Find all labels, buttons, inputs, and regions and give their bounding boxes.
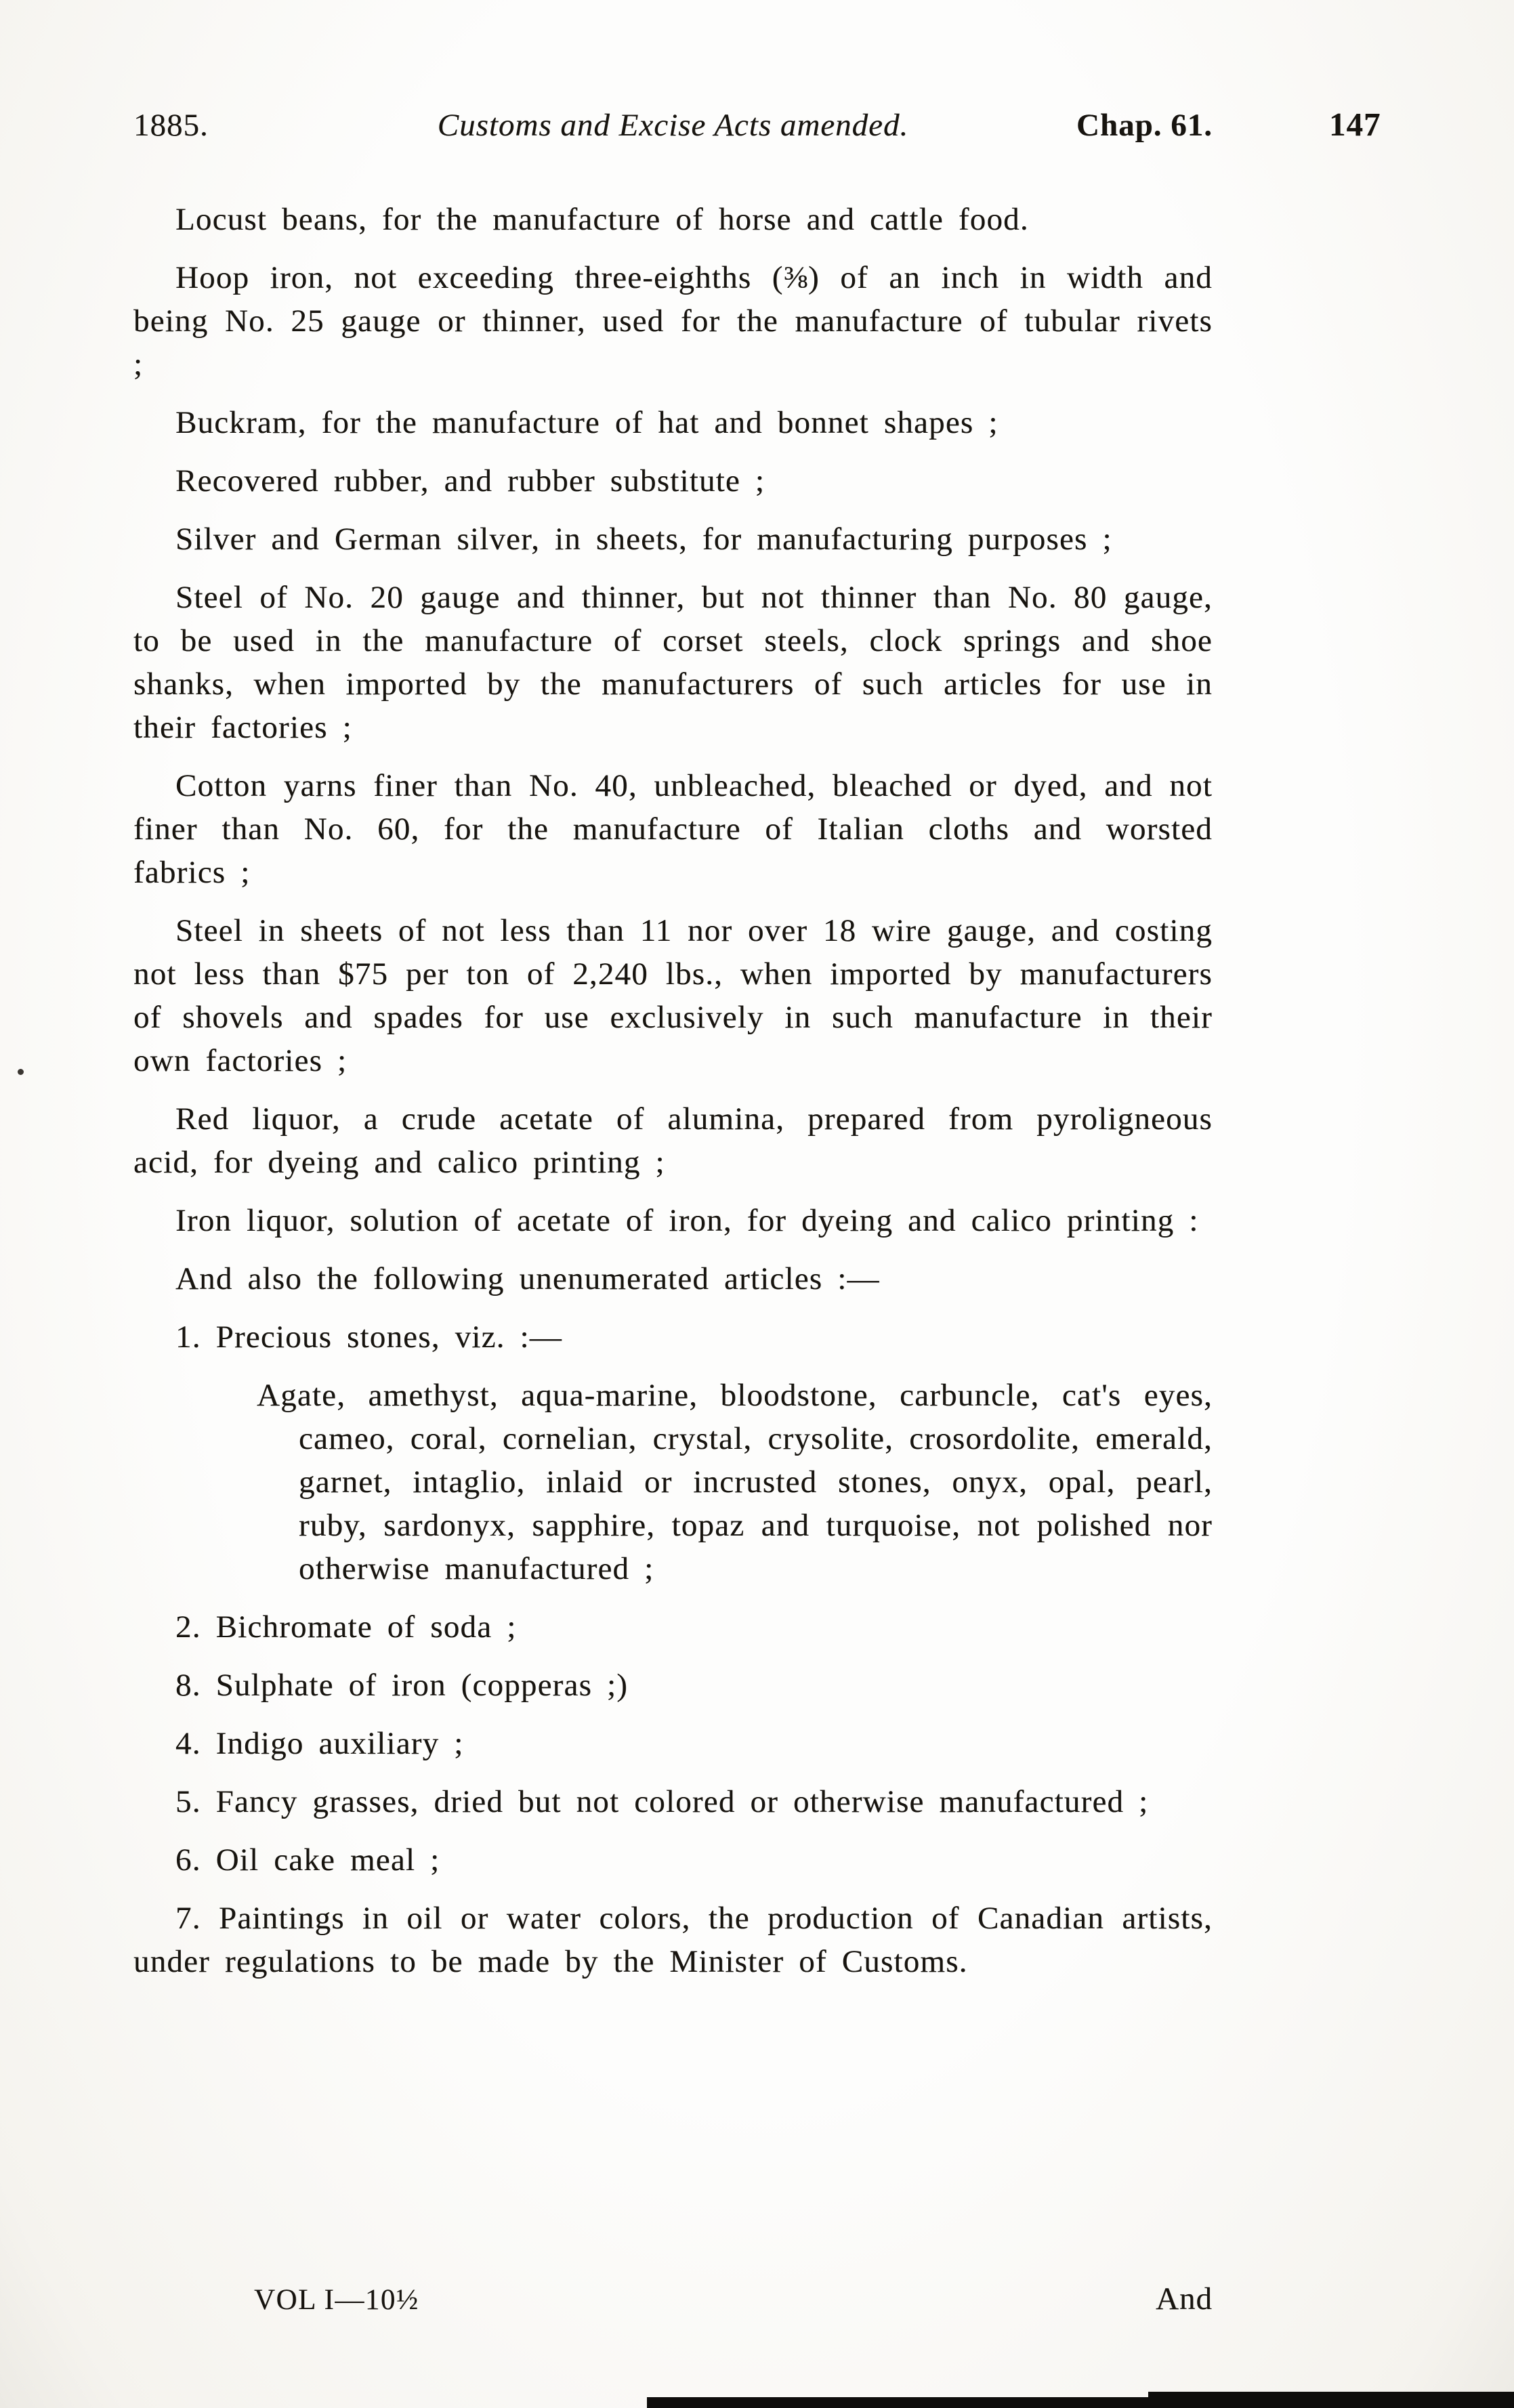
para-silver-german: Silver and German silver, in sheets, for manufacturing purposes ;: [175, 522, 1112, 557]
list-item-paintings: 7. Paintings in oil or water colors, the production of Canadian artists, under regulations to be made by the Minister of Customs.: [133, 1901, 1213, 1979]
running-header: [133, 107, 1213, 150]
footer-catchword: And: [1156, 2281, 1213, 2317]
list-item-bichromate: 2. Bichromate of soda ;: [175, 1609, 517, 1645]
document-body: [133, 198, 1213, 1983]
header-running-title: Customs and Excise Acts amended.: [437, 108, 909, 143]
para-iron-liquor: Iron liquor, solution of acetate of iron, for dyeing and calico printing :: [175, 1203, 1199, 1238]
para-locust-beans: Locust beans, for the manufacture of horse and cattle food.: [175, 202, 1029, 237]
para-recovered-rubber: Recovered rubber, and rubber substitute ;: [175, 463, 765, 499]
page-number: 147: [1329, 106, 1381, 143]
list-item-indigo: 4. Indigo auxiliary ;: [175, 1726, 464, 1761]
list-item-fancy-grasses: 5. Fancy grasses, dried but not colored or otherwise manufactured ;: [175, 1784, 1149, 1819]
list-item-precious-stones: 1. Precious stones, viz. :—: [175, 1319, 562, 1355]
para-unenumerated-intro: And also the following unenumerated articles :—: [175, 1261, 880, 1296]
scan-edge-artifact: [647, 2397, 1514, 2408]
para-hoop-iron: Hoop iron, not exceeding three-eighths (⅜) of an inch in width and being No. 25 gauge or thinner, used for the manufacture of tubular rivets ;: [133, 260, 1213, 382]
scan-speck-artifact: [18, 1069, 24, 1075]
header-chapter: Chap. 61.: [1076, 108, 1213, 143]
para-steel-corset: Steel of No. 20 gauge and thinner, but not thinner than No. 80 gauge, to be used in the manufacture of corset steels, clock springs and shoe shanks, when imported by the manufacturers of such articles for use in their factories ;: [133, 580, 1213, 745]
text-column: [133, 107, 1213, 1998]
page-footer: [133, 2281, 1213, 2321]
para-cotton-yarns: Cotton yarns finer than No. 40, unbleached, bleached or dyed, and not finer than No. 60, for the manufacture of Italian cloths and worsted fabrics ;: [133, 768, 1213, 890]
para-steel-sheets: Steel in sheets of not less than 11 nor over 18 wire gauge, and costing not less than $75 per ton of 2,240 lbs., when imported by manufacturers of shovels and spades for use exclusively in such manufacture in their own factories ;: [133, 913, 1213, 1078]
list-item-sulphate: 8. Sulphate of iron (copperas ;): [175, 1668, 629, 1703]
list-item-oil-cake-meal: 6. Oil cake meal ;: [175, 1842, 440, 1878]
header-year: 1885.: [133, 108, 209, 143]
footer-volume-signature: VOL I—10½: [254, 2284, 419, 2316]
para-precious-stones-list: Agate, amethyst, aqua-marine, bloodstone, carbuncle, cat's eyes, cameo, coral, cornelian, crystal, crysolite, crosordolite, emerald, garnet, intaglio, inlaid or incrusted stones, onyx, opal, pearl, ruby, sardonyx, sapphire, topaz and turquoise, not polished nor otherwise manufactured ;: [257, 1378, 1213, 1586]
para-buckram: Buckram, for the manufacture of hat and bonnet shapes ;: [175, 405, 998, 440]
para-red-liquor: Red liquor, a crude acetate of alumina, prepared from pyroligneous acid, for dyeing and calico printing ;: [133, 1101, 1213, 1180]
